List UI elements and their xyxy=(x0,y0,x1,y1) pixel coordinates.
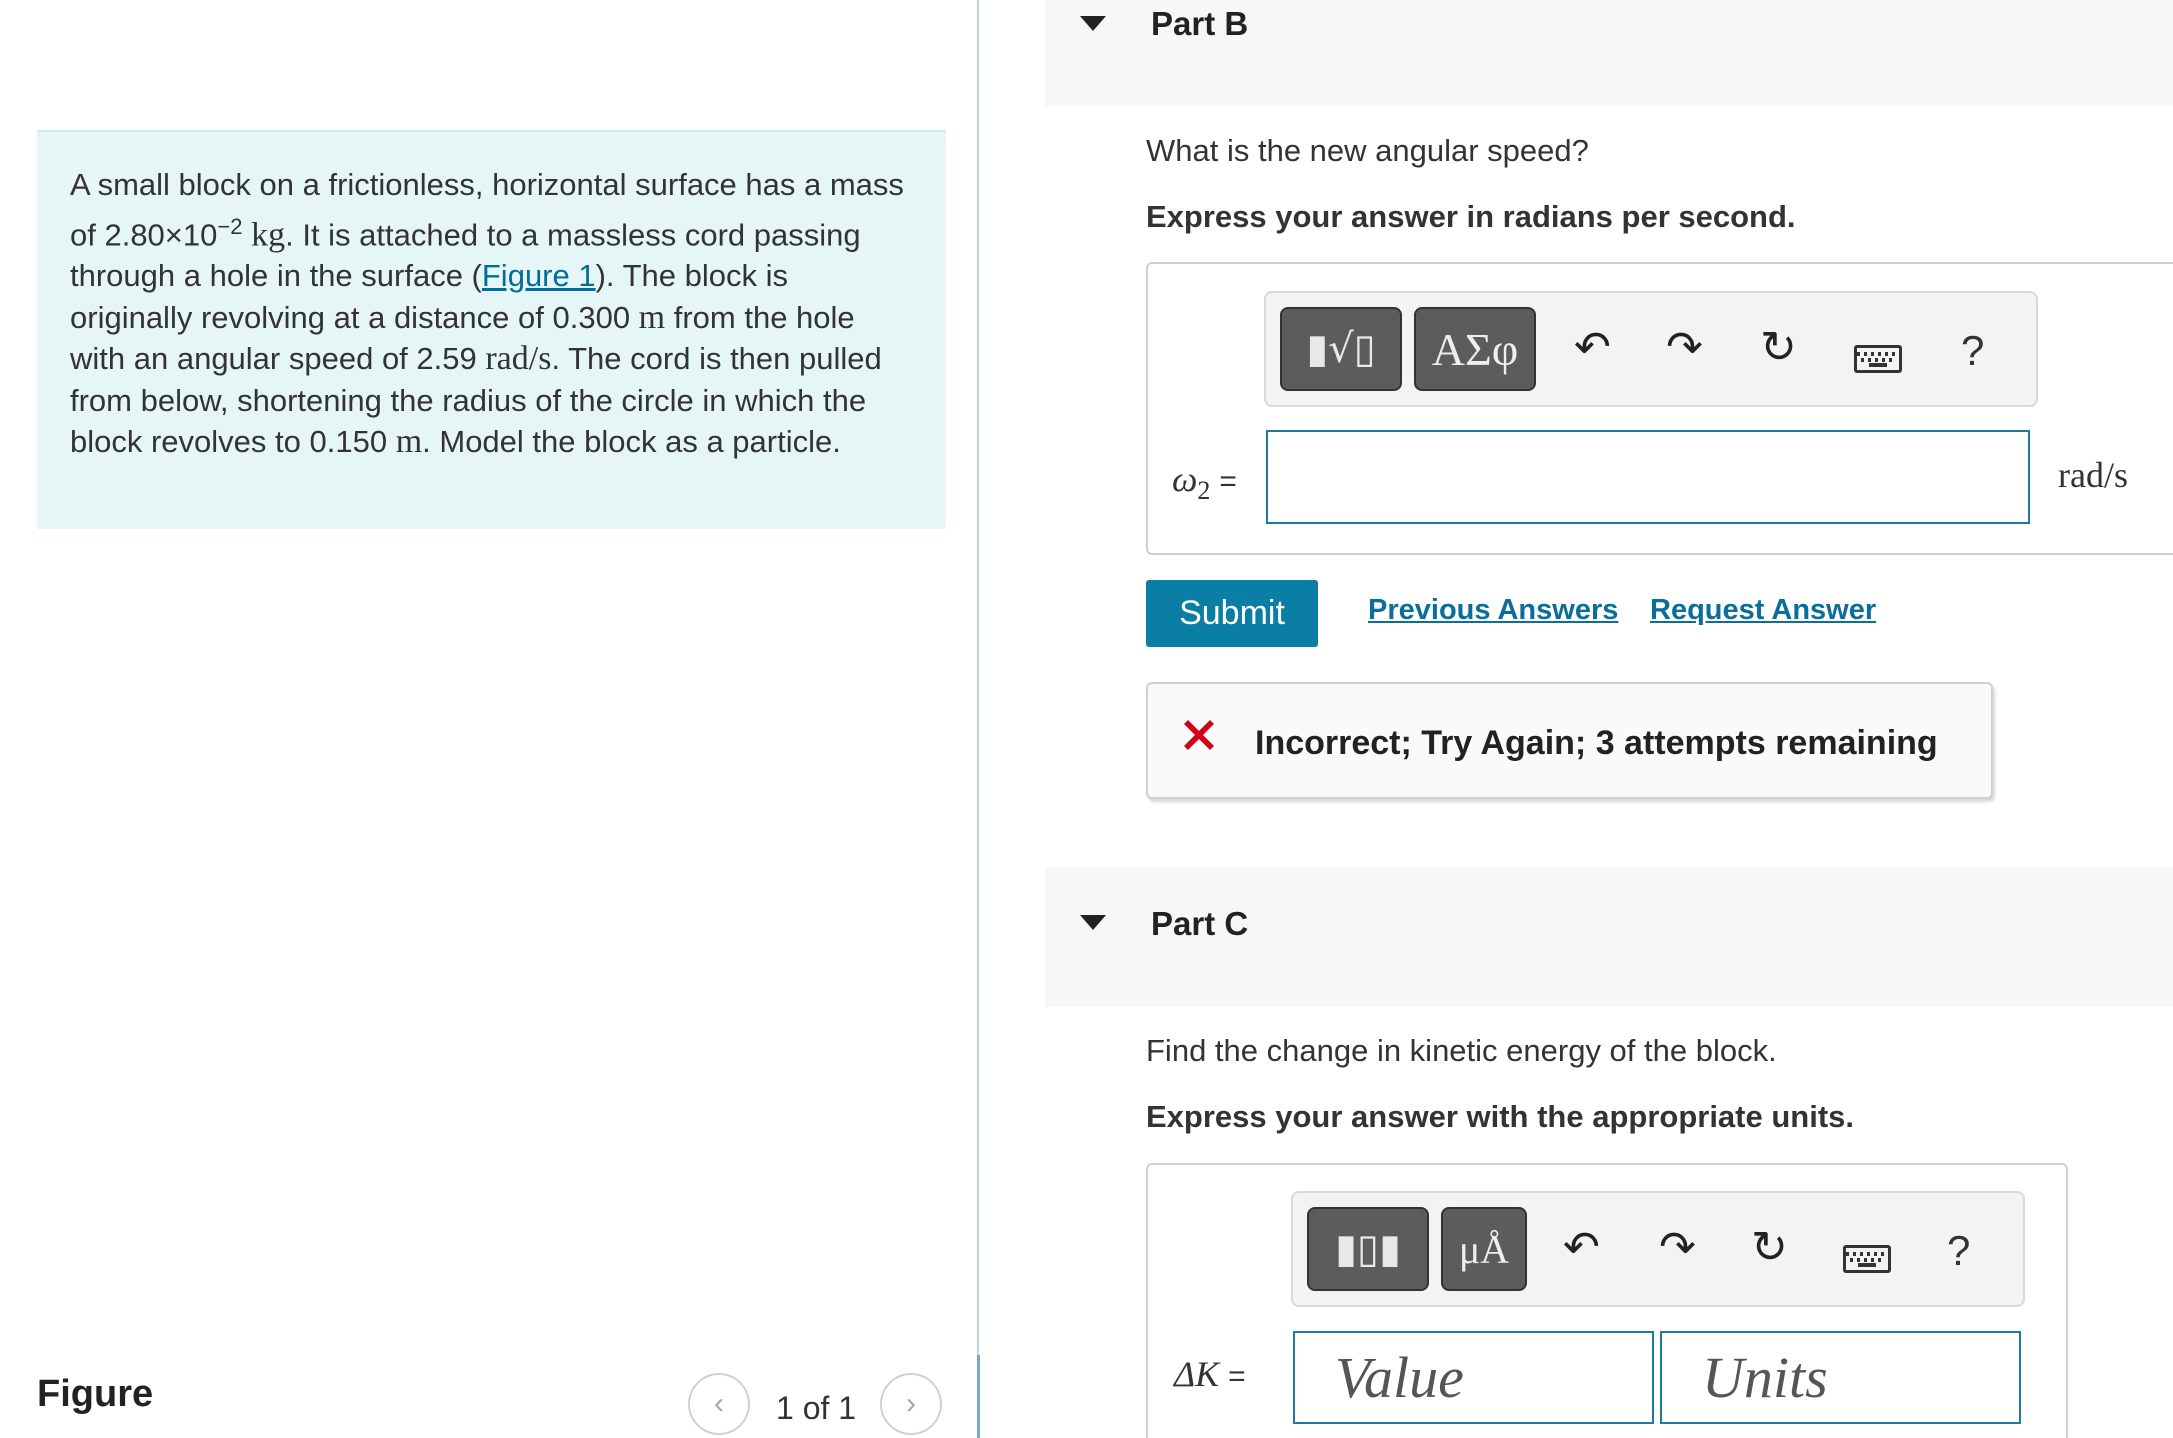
help-button[interactable]: ? xyxy=(1947,1227,1971,1274)
caret-down-icon[interactable] xyxy=(1080,16,1106,31)
part-c-instruction: Express your answer with the appropriate units. xyxy=(1146,1099,1855,1134)
units-icon: μÅ xyxy=(1458,1226,1510,1272)
equals-sign: = xyxy=(1219,465,1237,498)
part-c-title: Part C xyxy=(1151,905,1249,942)
next-figure-button[interactable] xyxy=(880,1373,942,1435)
part-c-math-toolbar xyxy=(1291,1191,2025,1307)
incorrect-x-icon xyxy=(1178,714,1220,756)
left-pane xyxy=(0,0,978,1438)
part-c-header[interactable] xyxy=(1045,867,2173,1007)
problem-text-part: . It is attached to a massless cord passing through a hole in the surface ( xyxy=(70,216,861,294)
equals-sign: = xyxy=(1228,1360,1246,1393)
previous-answers-link[interactable]: Previous Answers xyxy=(1368,594,1619,626)
part-b-unit: rad/s xyxy=(2058,455,2128,495)
unit-m: m xyxy=(395,423,423,461)
omega-symbol: ω xyxy=(1172,459,1198,499)
request-answer-link[interactable]: Request Answer xyxy=(1650,594,1877,626)
delta-k-label xyxy=(1174,1353,1246,1395)
omega-2-label xyxy=(1172,458,1237,506)
templates-button[interactable] xyxy=(1280,307,1402,391)
part-b-header[interactable] xyxy=(1045,0,2173,106)
undo-icon[interactable]: ↶ xyxy=(1574,323,1611,372)
figure-link[interactable]: Figure 1 xyxy=(481,258,596,294)
submit-button[interactable]: Submit xyxy=(1146,580,1318,647)
delta-k-symbol: ΔK xyxy=(1174,1354,1220,1394)
problem-text-part: . Model the block as a particle. xyxy=(422,424,841,460)
problem-statement xyxy=(37,130,946,529)
unit-kg: kg xyxy=(251,215,286,253)
pane-divider-handle[interactable] xyxy=(977,1355,980,1438)
part-b-title: Part B xyxy=(1151,5,1249,42)
feedback-text: Incorrect; Try Again; 3 attempts remaining xyxy=(1255,724,1938,762)
part-b-instruction: Express your answer in radians per second. xyxy=(1146,199,1796,234)
part-c-question: Find the change in kinetic energy of the block. xyxy=(1146,1033,1777,1068)
keyboard-icon[interactable] xyxy=(1854,345,1902,373)
keyboard-icon[interactable] xyxy=(1843,1245,1891,1273)
help-button[interactable]: ? xyxy=(1961,327,1985,374)
previous-figure-button[interactable] xyxy=(688,1373,750,1435)
redo-icon[interactable]: ↷ xyxy=(1659,1223,1696,1272)
caret-down-icon[interactable] xyxy=(1080,915,1106,930)
templates-button[interactable] xyxy=(1307,1207,1429,1291)
pane-divider[interactable] xyxy=(977,0,979,1438)
unit-rad-per-s: rad/s xyxy=(485,340,552,378)
part-b-math-toolbar xyxy=(1264,291,2038,407)
chevron-right-icon: › xyxy=(906,1387,916,1420)
subscript: 2 xyxy=(1197,476,1211,506)
feedback-message xyxy=(1146,682,1993,799)
redo-icon[interactable]: ↷ xyxy=(1666,323,1703,372)
problem-text-part: A small block on a frictionless, horizontal surface has a mass of 2.80×10 xyxy=(70,167,904,252)
templates-icon: ▮▯▮ xyxy=(1334,1226,1402,1272)
part-b-question: What is the new angular speed? xyxy=(1146,133,1589,168)
greek-symbols-button[interactable] xyxy=(1414,307,1536,391)
figure-pager-count: 1 of 1 xyxy=(776,1390,857,1426)
units-input[interactable]: Units xyxy=(1660,1331,2021,1424)
problem-text-part: from the hole with an angular speed of 2.59 xyxy=(70,299,855,377)
exponent: −2 xyxy=(217,213,243,239)
problem-text-part: ). The block is originally revolving at a distance of 0.300 xyxy=(70,258,788,335)
templates-icon: ▮√▯ xyxy=(1306,326,1376,372)
chevron-left-icon: ‹ xyxy=(714,1387,724,1420)
problem-text-part: . The cord is then pulled from below, shortening the radius of the circle in which the block revolves to 0.150 xyxy=(70,341,882,460)
reset-icon[interactable]: ↻ xyxy=(1751,1223,1788,1272)
undo-icon[interactable]: ↶ xyxy=(1563,1223,1600,1272)
part-b-answer-input[interactable] xyxy=(1266,430,2030,524)
unit-m: m xyxy=(638,298,666,336)
reset-icon[interactable]: ↻ xyxy=(1760,323,1797,372)
figure-heading: Figure xyxy=(37,1373,154,1415)
units-button[interactable] xyxy=(1441,1207,1527,1291)
greek-symbols-icon: ΑΣφ xyxy=(1431,323,1519,375)
problem-text xyxy=(70,164,913,463)
value-input[interactable]: Value xyxy=(1293,1331,1654,1424)
